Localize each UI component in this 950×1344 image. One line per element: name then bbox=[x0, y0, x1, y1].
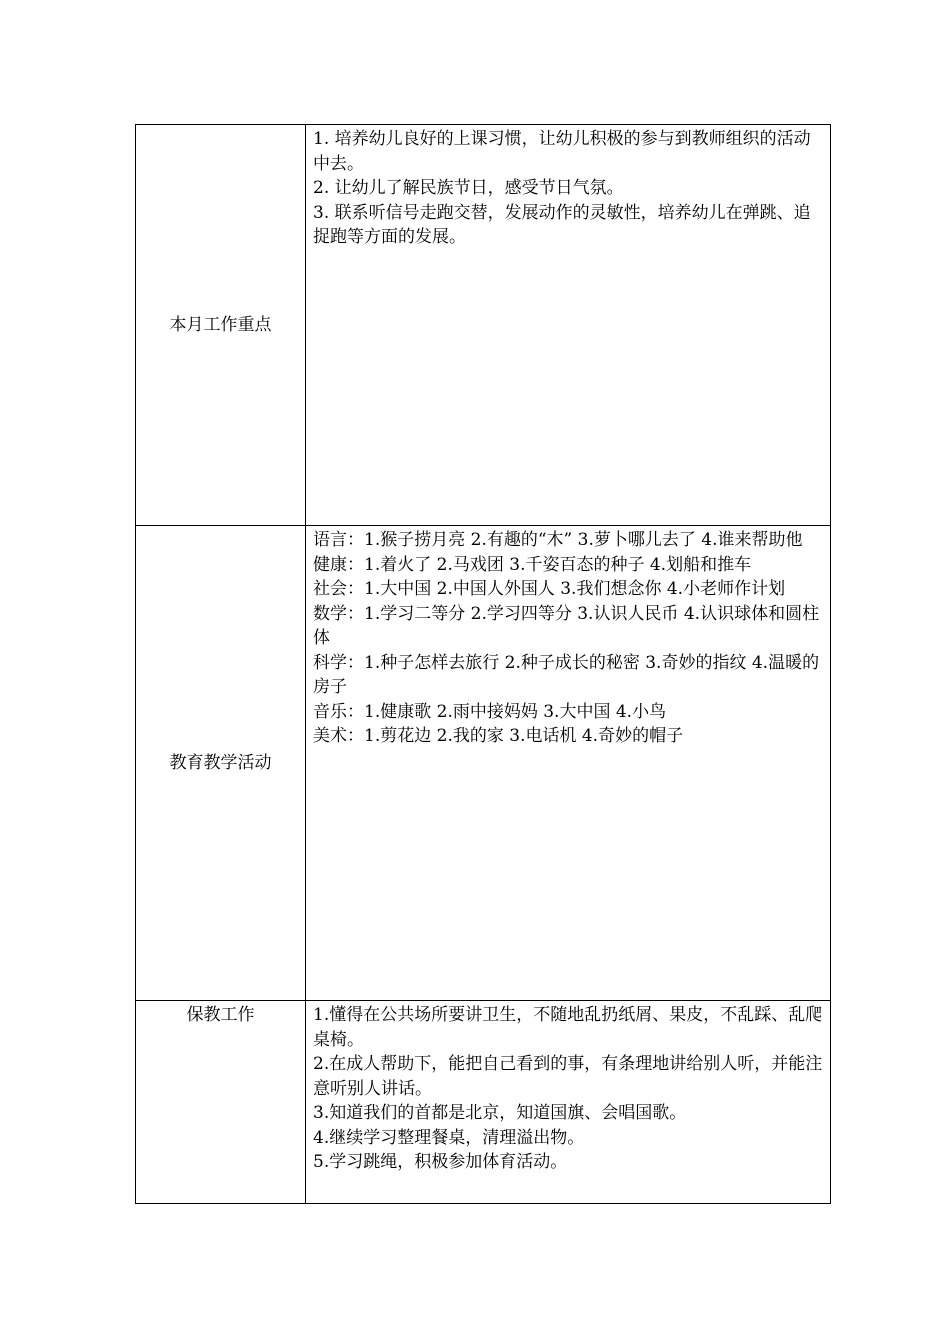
content-line: 数学：1.学习二等分 2.学习四等分 3.认识人民币 4.认识球体和圆柱体 bbox=[313, 603, 820, 648]
content-line: 2. 让幼儿了解民族节日，感受节日气氛。 bbox=[313, 178, 624, 198]
content-line: 3. 联系听信号走跑交替，发展动作的灵敏性，培养幼儿在弹跳、追捉跑等方面的发展。 bbox=[313, 202, 811, 247]
row-label: 教育教学活动 bbox=[136, 526, 306, 1001]
row-content bbox=[306, 125, 831, 526]
row-teaching-activities bbox=[136, 526, 831, 1001]
row-content bbox=[306, 526, 831, 1001]
content-line: 5.学习跳绳，积极参加体育活动。 bbox=[313, 1152, 568, 1172]
plan-table bbox=[135, 124, 831, 1204]
row-label: 本月工作重点 bbox=[136, 125, 306, 526]
content-line: 3.知道我们的首都是北京，知道国旗、会唱国歌。 bbox=[313, 1103, 687, 1123]
content-line: 1. 培养幼儿良好的上课习惯，让幼儿积极的参与到教师组织的活动中去。 bbox=[313, 129, 811, 174]
content-line: 科学：1.种子怎样去旅行 2.种子成长的秘密 3.奇妙的指纹 4.温暖的房子 bbox=[313, 652, 820, 697]
content-line: 美术：1.剪花边 2.我的家 3.电话机 4.奇妙的帽子 bbox=[313, 726, 684, 746]
row-label: 保教工作 bbox=[136, 1001, 306, 1204]
content-line: 语言：1.猴子捞月亮 2.有趣的“木” 3.萝卜哪儿去了 4.谁来帮助他 bbox=[313, 530, 803, 550]
content-line: 2.在成人帮助下，能把自己看到的事，有条理地讲给别人听，并能注意听别人讲话。 bbox=[313, 1054, 823, 1099]
row-care-work bbox=[136, 1001, 831, 1204]
content-line: 社会：1.大中国 2.中国人外国人 3.我们想念你 4.小老师作计划 bbox=[313, 579, 786, 599]
content-line: 4.继续学习整理餐桌，清理溢出物。 bbox=[313, 1127, 585, 1148]
content-line: 音乐：1.健康歌 2.雨中接妈妈 3.大中国 4.小鸟 bbox=[313, 701, 667, 722]
content-line: 1.懂得在公共场所要讲卫生，不随地乱扔纸屑、果皮，不乱踩、乱爬桌椅。 bbox=[313, 1005, 823, 1050]
row-monthly-focus bbox=[136, 125, 831, 526]
content-line: 健康：1.着火了 2.马戏团 3.千姿百态的种子 4.划船和推车 bbox=[313, 554, 752, 575]
row-content bbox=[306, 1001, 831, 1204]
